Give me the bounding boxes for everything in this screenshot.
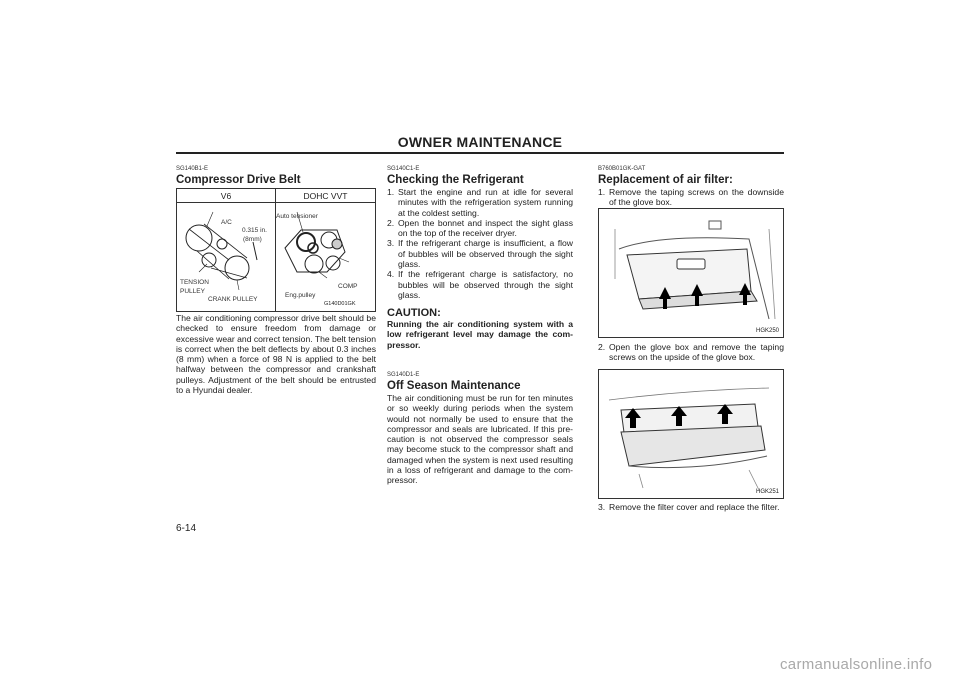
watermark: carmanualsonline.info [780, 656, 933, 673]
air-filter-step-3 [598, 502, 788, 512]
tension-pulley [202, 253, 216, 267]
auto-tensioner-pulley [297, 233, 315, 251]
section-code: B760B01GK-GAT [598, 166, 646, 172]
caution-text: Running the air conditioning system with a low refrigerant level may damage the com-pressor. [387, 319, 573, 350]
list-item: 2. Open the glove box and remove the taping screws on the upside of the glove box. [598, 342, 784, 363]
figure-code: HGK251 [755, 489, 779, 495]
figure-code: HGK250 [755, 328, 779, 334]
section-code: SG140B1-E [176, 166, 209, 172]
list-item: 3. If the refrigerant charge is insufficient, a flow of bubbles will be observed through the sight glass. [387, 238, 573, 270]
label-pulley: PULLEY [180, 288, 205, 295]
section-heading-refrigerant: Checking the Refrigerant [387, 174, 524, 186]
section-code: SG140D1-E [387, 372, 420, 378]
label-tension: TENSION [180, 279, 209, 286]
label-deflection: 0.315 in. [242, 227, 267, 234]
glove-box-drawing-1 [599, 209, 783, 337]
label-crank-pulley: CRANK PULLEY [208, 296, 258, 303]
list-item: 4. If the refrigerant charge is satisfactory, no bubbles will be observed through the sight glass. [387, 269, 573, 300]
air-filter-step-2 [598, 342, 784, 363]
glove-box-figure-2 [598, 369, 784, 499]
section-heading-compressor-belt: Compressor Drive Belt [176, 174, 301, 186]
section-heading-off-season: Off Season Maintenance [387, 380, 521, 392]
list-item: 2. Open the bonnet and inspect the sight glass on the top of the receiver dryer. [387, 217, 573, 239]
header-divider [176, 152, 784, 154]
figure-code: G140D01GK [324, 301, 356, 307]
refrigerant-steps [387, 187, 573, 300]
page-header-title: OWNER MAINTENANCE [397, 134, 563, 150]
label-ac: A/C [221, 219, 232, 226]
list-item: 1. Start the engine and run at idle for several minutes with the refrigeration system running at the coldest setting. [387, 187, 573, 218]
compressor-belt-paragraph: The air conditioning compressor drive belt should be checked to ensure freedom from damage or excessive wear and correct tension. The belt tension is correct when the belt deflects by about 0.3 inches (8 mm) when a force of 98 N is applied to the belt halfway between the compressor and crankshaft pulleys. Adjustment of the belt should be entrusted to a Hyundai dealer. [176, 313, 376, 396]
list-item: 3. Remove the filter cover and replace the filter. [598, 502, 780, 512]
page-number: 6-14 [176, 523, 197, 534]
label-comp: COMP [338, 283, 358, 290]
section-heading-air-filter: Replacement of air filter: [598, 174, 733, 186]
belt-diagram [176, 188, 376, 312]
ac-pulley [186, 225, 212, 251]
label-eng-pulley: Eng.pulley [285, 292, 316, 299]
off-season-paragraph: The air conditioning must be run for ten minutes or so weekly during periods when the system would not normally be used to ensure that the compressor and seals are lubricated. If this pre-caution is not observed the compressor seals may become stuck to the compressor shaft and damaged when the system is next used resulting in a loss of refrigerant and damage to the com-pressor. [387, 393, 573, 486]
air-filter-step-1 [598, 187, 784, 208]
diagram-col-dohc: DOHC VVT [303, 191, 348, 201]
section-code: SG140C1-E [387, 166, 420, 172]
list-item: 1. Remove the taping screws on the downside of the glove box. [598, 187, 784, 208]
eng-pulley [305, 255, 323, 273]
label-deflection-mm: (8mm) [243, 236, 262, 243]
glove-box-figure-1 [598, 208, 784, 338]
comp-pulley [326, 256, 340, 270]
label-auto-tensioner: Auto tensioner [276, 213, 318, 220]
glove-box-drawing-2 [599, 370, 783, 498]
diagram-col-v6: V6 [220, 191, 232, 201]
caution-heading: CAUTION: [387, 307, 441, 319]
